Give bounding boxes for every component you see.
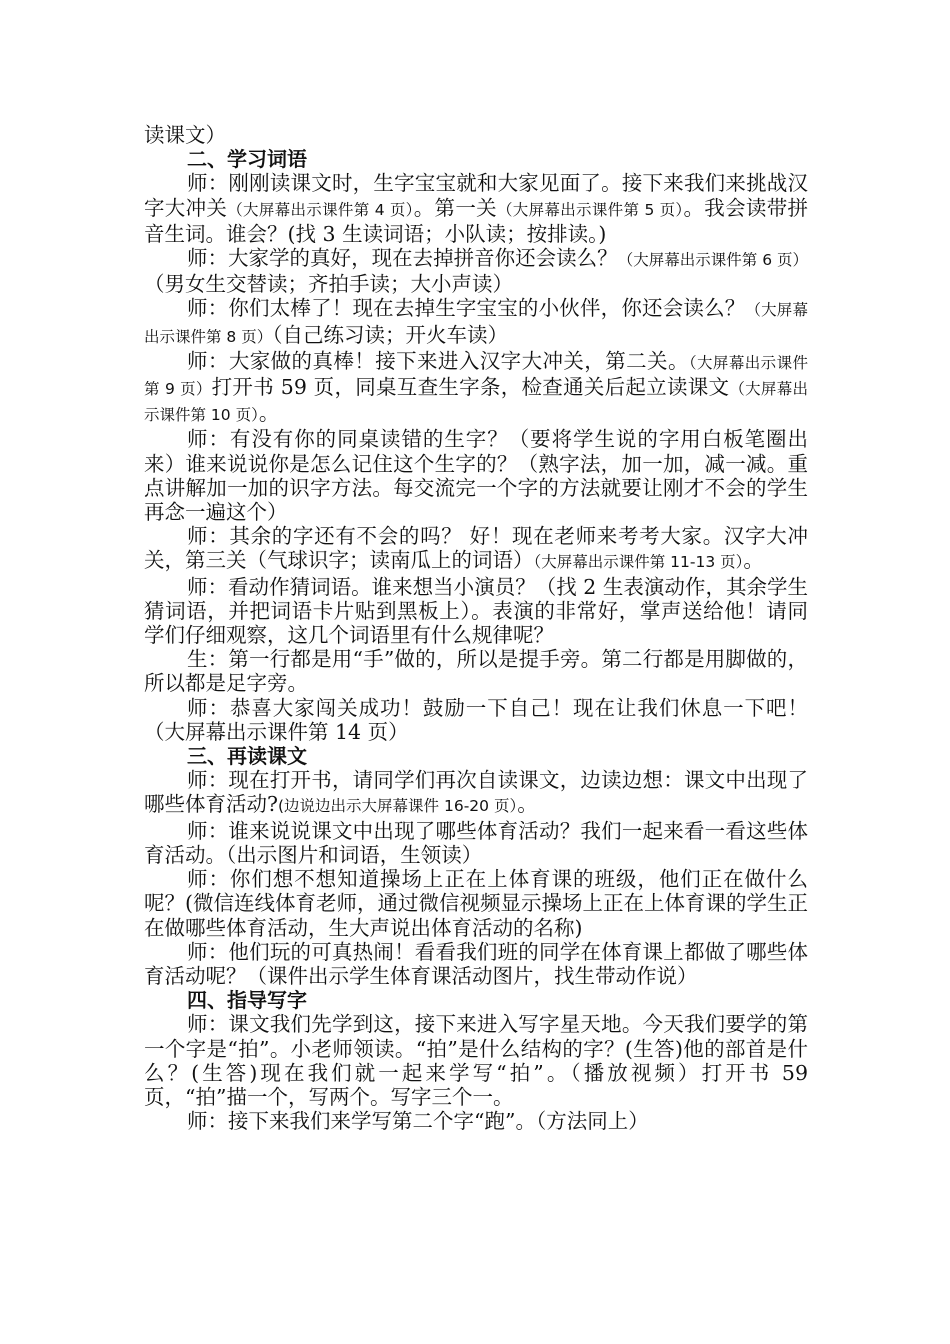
- courseware-note: （大屏幕出示课件第 4 页）: [227, 200, 414, 219]
- paragraph: 师：接下来我们来学写第二个字“跑”。（方法同上）: [187, 1109, 649, 1134]
- courseware-note: （大屏幕出示课件第 9 页）: [144, 353, 808, 399]
- paragraph: [144, 171, 808, 246]
- paragraph-text: 。第一关: [413, 195, 497, 220]
- document-body: [144, 123, 808, 1133]
- section-heading-writing: 四、指导写字: [187, 988, 307, 1013]
- paragraph-text: 。我会读带拼音生词。谁会？(找 3 生读词语；小队读；按排读。): [144, 195, 809, 246]
- paragraph-text: 师：刚刚读课文时，生字宝宝就和大家见面了。接下来我们来挑战汉字大冲关: [144, 171, 808, 220]
- courseware-note: （大屏幕出示课件第 5 页）: [497, 200, 684, 219]
- paragraph: [144, 296, 808, 348]
- paragraph: 师：你们想不想知道操场上正在上体育课的班级，他们正在做什么呢？(微信连线体育老师，通过微信视频显示操场上正在上体育课的学生正在做哪些体育活动，生大声说出体育活动的名称): [144, 867, 808, 940]
- paragraph-continuation: 读课文）: [144, 123, 226, 147]
- paragraph: 师：谁来说说课文中出现了哪些体育活动？我们一起来看一看这些体育活动。（出示图片和词语，生领读）: [144, 818, 808, 867]
- section-heading-reread: 三、再读课文: [187, 744, 307, 769]
- section-heading-learn-words: 二、学习词语: [187, 147, 307, 172]
- paragraph: [144, 524, 808, 574]
- paragraph: 师：课文我们先学到这，接下来进入写字星天地。今天我们要学的第一个字是“拍”。小老师领读。“拍”是什么结构的字？(生答)他的部首是什么？(生答)现在我们就一起来学写“拍”。（播放视频）打开书 59 页，“拍”描一个，写两个。写字三个一。: [144, 1012, 808, 1109]
- paragraph-text: 师：大家做的真棒！接下来进入汉字大冲关，第二关。: [187, 348, 689, 373]
- paragraph-text: 师：大家学的真好，现在去掉拼音你还会读么？: [187, 246, 618, 271]
- courseware-note: （大屏幕出示课件第 10 页）: [144, 380, 808, 425]
- paragraph: [144, 246, 808, 296]
- paragraph-text: 。: [258, 401, 280, 426]
- courseware-note: （大屏幕出示课件第 8 页）: [144, 301, 808, 346]
- paragraph: 师：恭喜大家闯关成功！鼓励一下自己！现在让我们休息一下吧！（大屏幕出示课件第 14 页）: [144, 695, 808, 744]
- paragraph: [144, 349, 808, 428]
- paragraph: 师：看动作猜词语。谁来想当小演员？（找 2 生表演动作，其余学生猜词语，并把词语卡片贴到黑板上）。表演的非常好，掌声送给他！请同学们仔细观察，这几个词语里有什么规律呢？: [144, 574, 808, 648]
- paragraph: [144, 768, 808, 818]
- paragraph: 师：他们玩的可真热闹！看看我们班的同学在体育课上都做了哪些体育活动呢？（课件出示学生体育课活动图片，找生带动作说）: [144, 939, 808, 988]
- paragraph-text: 师：现在打开书，请同学们再次自读课文，边读边想：课文中出现了哪些体育活动?: [144, 768, 808, 817]
- paragraph-text: （自己练习读；开火车读）: [272, 322, 508, 347]
- courseware-note: （大屏幕出示课件第 6 页）: [617, 251, 809, 270]
- paragraph-text: 师：其余的字还有不会的吗？ 好！现在老师来考考大家。汉字大冲关，第三关（气球识字；读南瓜上的词语）: [144, 524, 808, 573]
- paragraph-text: 打开书 59 页，同桌互查生字条，检查通关后起立读课文: [211, 375, 730, 400]
- courseware-note: （大屏幕出示课件第 11-13 页）: [533, 553, 744, 572]
- paragraph: 师：有没有你的同桌读错的生字？（要将学生说的字用白板笔圈出来）谁来说说你是怎么记住这个生字的？（熟字法，加一加，减一减。重点讲解加一加的识字方法。每交流完一个字的方法就要让刚才不会的学生再念一遍这个）: [144, 427, 808, 525]
- paragraph-text: 师：你们太棒了！现在去掉生字宝宝的小伙伴，你还会读么？: [187, 296, 746, 321]
- paragraph-text: 。: [743, 548, 764, 573]
- paragraph: 生：第一行都是用“手”做的，所以是提手旁。第二行都是用脚做的，所以都是足字旁。: [144, 647, 808, 696]
- paragraph-text: 。: [517, 792, 538, 817]
- courseware-note: (边说边出示大屏幕课件 16-20 页）: [278, 797, 518, 816]
- paragraph-text: （男女生交替读；齐拍手读；大小声读）: [144, 272, 513, 297]
